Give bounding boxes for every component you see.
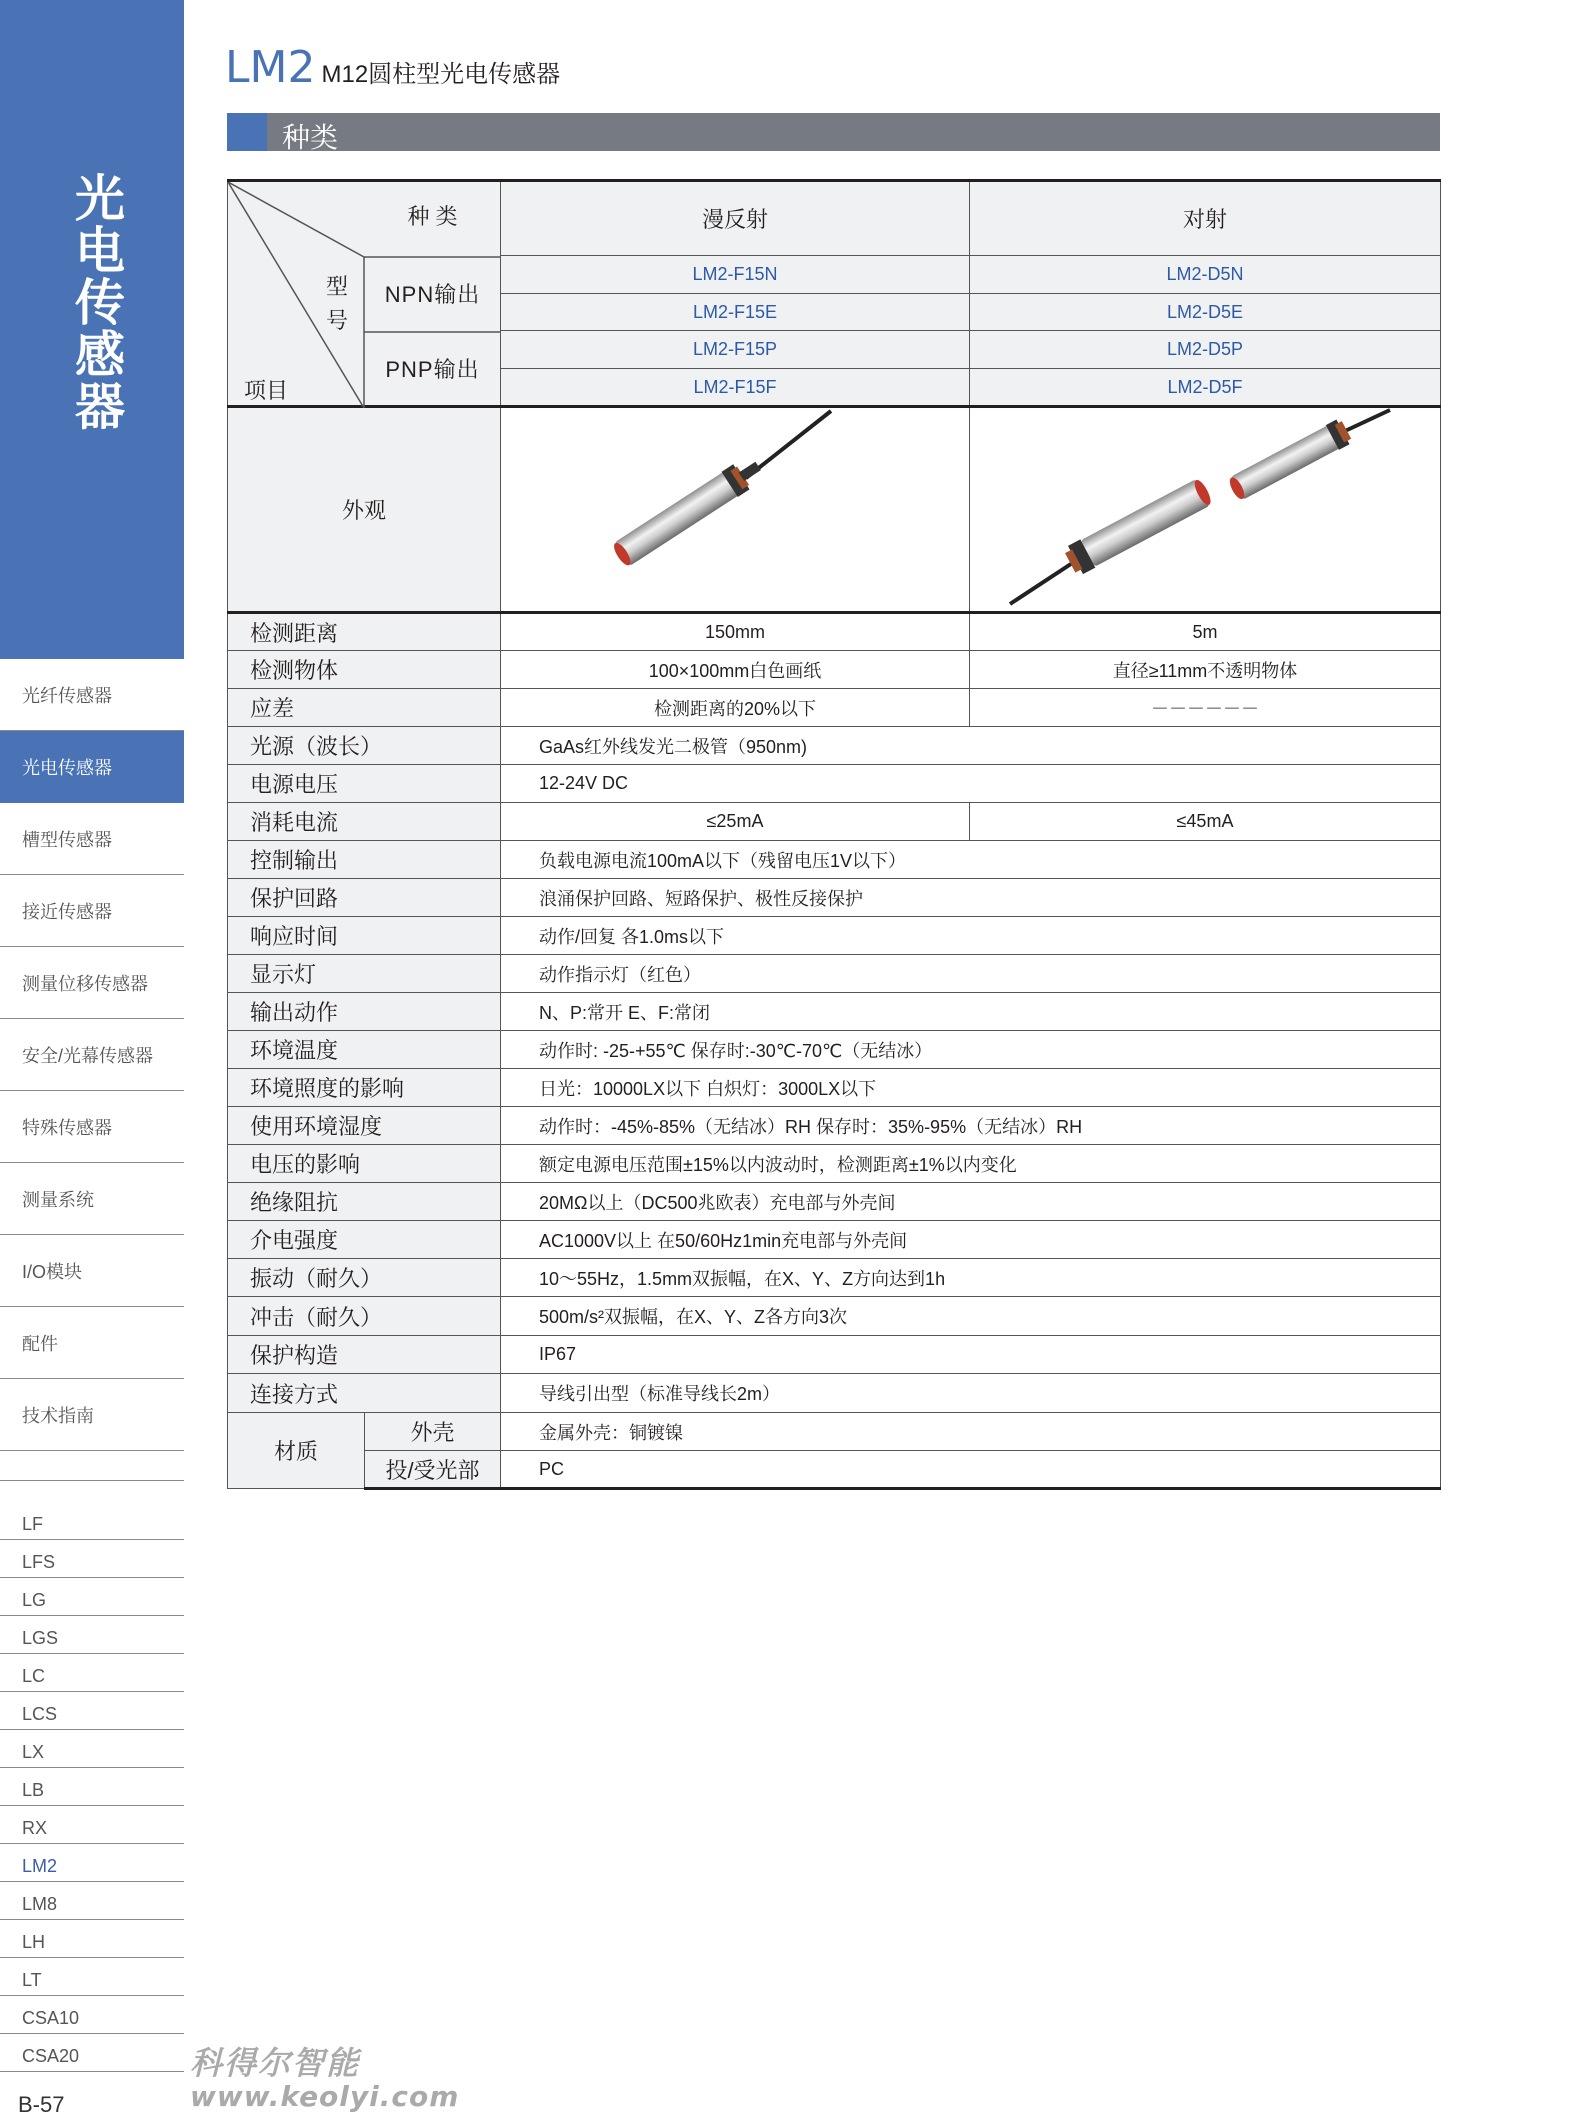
npn-header: NPN输出 <box>384 282 481 307</box>
category-title: 光电传感器 <box>67 172 125 432</box>
spec-value: GaAs红外线发光二极管（950nm) <box>501 727 1441 765</box>
item-header: 项目 <box>244 378 289 403</box>
spec-value: 10～55Hz，1.5mm双振幅，在X、Y、Z方向达到1h <box>501 1259 1441 1297</box>
category-banner <box>0 0 184 659</box>
spec-label: 使用环境湿度 <box>228 1107 501 1145</box>
model-cell: LM2-D5N <box>970 256 1441 294</box>
spec-label: 振动（耐久） <box>228 1259 501 1297</box>
watermark <box>190 2038 459 2113</box>
model-cell: LM2-F15P <box>501 331 970 369</box>
material-label: 材质 <box>228 1413 365 1489</box>
spec-label: 检测距离 <box>228 613 501 651</box>
model-cell: LM2-D5P <box>970 331 1441 369</box>
nav-item-accessory[interactable]: 配件 <box>0 1307 184 1379</box>
nav-item-slot[interactable]: 槽型传感器 <box>0 803 184 875</box>
watermark-brand: 科得尔智能 <box>190 2044 361 2082</box>
model-item-lx[interactable]: LX <box>0 1730 184 1768</box>
page-number: B-57 <box>18 2092 65 2117</box>
appearance-label: 外观 <box>228 407 501 613</box>
spec-value: IP67 <box>501 1336 1441 1374</box>
spec-label: 电源电压 <box>228 765 501 803</box>
nav-item-photoelectric[interactable]: 光电传感器 <box>0 731 184 803</box>
spec-value: 动作指示灯（红色） <box>501 955 1441 993</box>
product-model: LM2 <box>225 42 316 93</box>
spec-value: N、P:常开 E、F:常闭 <box>501 993 1441 1031</box>
nav-item-displacement[interactable]: 测量位移传感器 <box>0 947 184 1019</box>
spec-value: ≤45mA <box>970 803 1441 841</box>
model-item-csa20[interactable]: CSA20 <box>0 2034 184 2072</box>
spec-label: 环境照度的影响 <box>228 1069 501 1107</box>
spec-value: 100×100mm白色画纸 <box>501 651 970 689</box>
sensor-illustration <box>970 408 1441 606</box>
nav-item-io[interactable]: I/O模块 <box>0 1235 184 1307</box>
spec-value: 12-24V DC <box>501 765 1441 803</box>
spec-label: 消耗电流 <box>228 803 501 841</box>
model-item-lcs[interactable]: LCS <box>0 1692 184 1730</box>
model-menu <box>0 1502 184 2072</box>
spec-label: 检测物体 <box>228 651 501 689</box>
model-item-lm8[interactable]: LM8 <box>0 1882 184 1920</box>
model-cell: LM2-D5E <box>970 294 1441 331</box>
menu-divider <box>0 1451 184 1481</box>
product-description: M12圆柱型光电传感器 <box>321 61 561 88</box>
spec-value: 20MΩ以上（DC500兆欧表）充电部与外壳间 <box>501 1183 1441 1221</box>
spec-label: 连接方式 <box>228 1374 501 1413</box>
spec-value: PC <box>501 1451 1441 1489</box>
spec-value: 5m <box>970 613 1441 651</box>
model-item-lgs[interactable]: LGS <box>0 1616 184 1654</box>
spec-label: 显示灯 <box>228 955 501 993</box>
spec-value: 动作/回复 各1.0ms以下 <box>501 917 1441 955</box>
spec-label: 保护回路 <box>228 879 501 917</box>
model-item-rx[interactable]: RX <box>0 1806 184 1844</box>
section-accent <box>227 113 267 151</box>
spec-table <box>227 179 1441 1490</box>
model-item-lc[interactable]: LC <box>0 1654 184 1692</box>
spec-value: 额定电源电压范围±15%以内波动时，检测距离±1%以内变化 <box>501 1145 1441 1183</box>
thru-beam-sensor-image <box>970 407 1441 613</box>
watermark-url: www.keolyi.com <box>190 2080 460 2113</box>
pnp-header: PNP输出 <box>385 357 480 382</box>
spec-label: 电压的影响 <box>228 1145 501 1183</box>
kind-header: 种 类 <box>407 204 458 229</box>
col-header-diffuse: 漫反射 <box>501 181 970 256</box>
model-item-lh[interactable]: LH <box>0 1920 184 1958</box>
section-heading-bar <box>227 113 1440 154</box>
spec-value: 动作时：-45%-85%（无结冰）RH 保存时：35%-95%（无结冰）RH <box>501 1107 1441 1145</box>
diffuse-sensor-image <box>501 407 970 613</box>
spec-value: 500m/s²双振幅，在X、Y、Z各方向3次 <box>501 1297 1441 1336</box>
spec-value: 检测距离的20%以下 <box>501 689 970 727</box>
col-header-thru-beam: 对射 <box>970 181 1441 256</box>
section-title: 种类 <box>282 121 339 154</box>
table-corner-cell <box>228 181 501 407</box>
page-header <box>225 42 560 93</box>
spec-label: 控制输出 <box>228 841 501 879</box>
spec-value: 日光：10000LX以下 白炽灯：3000LX以下 <box>501 1069 1441 1107</box>
spec-label: 光源（波长） <box>228 727 501 765</box>
nav-item-fiber[interactable]: 光纤传感器 <box>0 659 184 731</box>
model-header: 型 号 <box>326 274 349 333</box>
spec-value: －－－－－－ <box>970 689 1441 727</box>
spec-label: 介电强度 <box>228 1221 501 1259</box>
model-cell: LM2-D5F <box>970 369 1441 407</box>
model-item-lm2[interactable]: LM2 <box>0 1844 184 1882</box>
spec-value: ≤25mA <box>501 803 970 841</box>
spec-value: 150mm <box>501 613 970 651</box>
nav-item-measurement[interactable]: 测量系统 <box>0 1163 184 1235</box>
nav-item-special[interactable]: 特殊传感器 <box>0 1091 184 1163</box>
model-item-lf[interactable]: LF <box>0 1502 184 1540</box>
spec-value: 负载电源电流100mA以下（残留电压1V以下） <box>501 841 1441 879</box>
spec-label: 保护构造 <box>228 1336 501 1374</box>
spec-value: 浪涌保护回路、短路保护、极性反接保护 <box>501 879 1441 917</box>
spec-label: 绝缘阻抗 <box>228 1183 501 1221</box>
model-item-lg[interactable]: LG <box>0 1578 184 1616</box>
nav-item-proximity[interactable]: 接近传感器 <box>0 875 184 947</box>
material-sub-label: 外壳 <box>365 1413 501 1451</box>
model-item-lt[interactable]: LT <box>0 1958 184 1996</box>
model-cell: LM2-F15E <box>501 294 970 331</box>
spec-label: 冲击（耐久） <box>228 1297 501 1336</box>
category-menu <box>0 659 184 1481</box>
spec-value: 导线引出型（标准导线长2m） <box>501 1374 1441 1413</box>
spec-label: 环境温度 <box>228 1031 501 1069</box>
model-item-lfs[interactable]: LFS <box>0 1540 184 1578</box>
spec-value: 金属外壳：铜镀镍 <box>501 1413 1441 1451</box>
spec-value: 直径≥11mm不透明物体 <box>970 651 1441 689</box>
model-cell: LM2-F15N <box>501 256 970 294</box>
spec-value: 动作时: -25-+55℃ 保存时:-30℃-70℃（无结冰） <box>501 1031 1441 1069</box>
nav-item-guide[interactable]: 技术指南 <box>0 1379 184 1451</box>
model-item-csa10[interactable]: CSA10 <box>0 1996 184 2034</box>
sensor-illustration <box>501 408 970 606</box>
spec-label: 应差 <box>228 689 501 727</box>
spec-value: AC1000V以上 在50/60Hz1min充电部与外壳间 <box>501 1221 1441 1259</box>
nav-item-safety[interactable]: 安全/光幕传感器 <box>0 1019 184 1091</box>
model-item-lb[interactable]: LB <box>0 1768 184 1806</box>
material-sub-label: 投/受光部 <box>365 1451 501 1489</box>
spec-label: 响应时间 <box>228 917 501 955</box>
model-cell: LM2-F15F <box>501 369 970 407</box>
spec-label: 输出动作 <box>228 993 501 1031</box>
